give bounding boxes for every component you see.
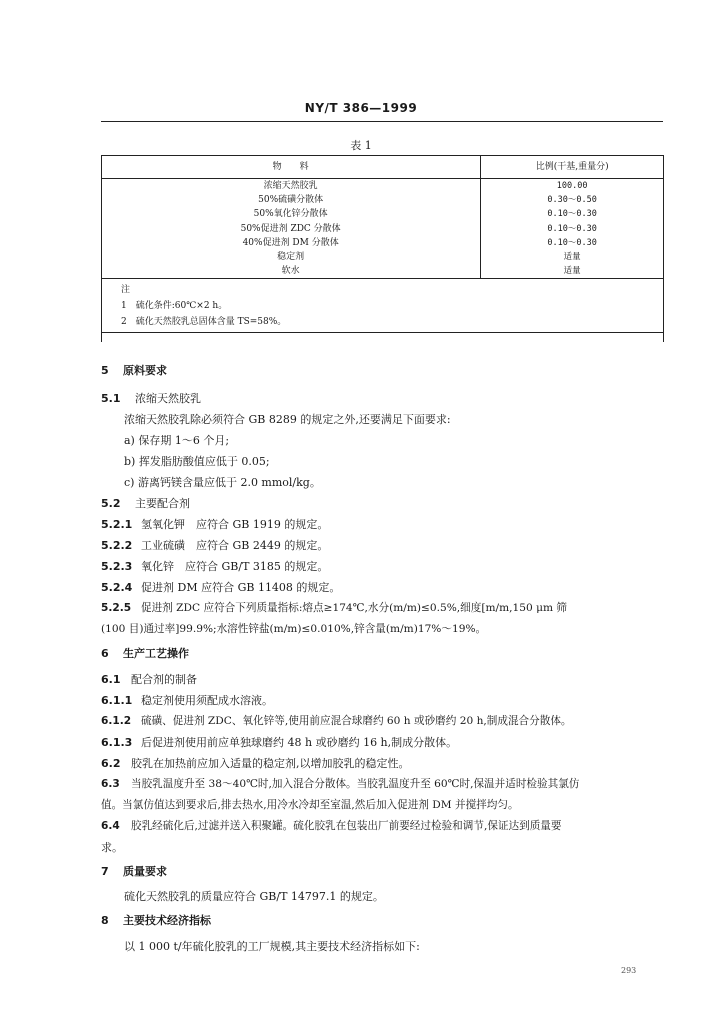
section-heading: [101, 362, 167, 378]
material-cell: 稳定剂: [101, 250, 481, 264]
material-cell: 40%促进剂 DM 分散体: [101, 236, 481, 250]
section-title: 质量要求: [123, 865, 167, 878]
clause-text: 硫磺、促进剂 ZDC、氧化锌等,使用前应混合球磨约 60 h 或砂磨约 20 h,制成混合分散体。: [141, 715, 572, 727]
clause-number: 6.1.3: [101, 736, 133, 749]
standard-code-header: NY/T 386—1999: [304, 101, 418, 115]
table-row: [101, 207, 663, 221]
ratio-cell: 0.10～0.30: [547, 223, 597, 234]
clause: [101, 579, 340, 595]
subsection-title: 浓缩天然胶乳: [135, 392, 201, 405]
clause-number: 6.2: [101, 757, 121, 770]
material-cell: 50%硫磺分散体: [101, 193, 481, 207]
ratio-cell: 适量: [481, 264, 663, 279]
clause-number: 6.4: [101, 820, 120, 832]
ratio-cell: 适量: [563, 252, 581, 263]
note-item: 1 硫化条件:60℃×2 h。: [121, 301, 228, 312]
section-title: 生产工艺操作: [123, 647, 189, 660]
clause-text: 氢氧化钾 应符合 GB 1919 的规定。: [141, 518, 329, 531]
table-row: [101, 264, 663, 279]
clause-text: 促进剂 DM 应符合 GB 11408 的规定。: [141, 581, 341, 594]
table-row: [101, 179, 663, 194]
section-title: 原料要求: [123, 364, 167, 377]
notes-label: 注: [121, 285, 131, 296]
table-border-right: [663, 155, 664, 342]
subsection-title: 配合剂的制备: [131, 673, 197, 686]
table-title: 表 1: [350, 139, 372, 152]
table-row: [101, 222, 663, 236]
materials-table: [101, 155, 663, 333]
clause-text: 胶乳在加热前应加入适量的稳定剂,以增加胶乳的稳定性。: [131, 757, 410, 770]
clause-text: 胶乳经硫化后,过滤并送入积聚罐。硫化胶乳在包装出厂前要经过检验和调节,保证达到质量要: [131, 820, 562, 832]
clause-text: 稳定剂使用须配成水溶液。: [141, 694, 273, 707]
list-item: b) 挥发脂肪酸值应低于 0.05;: [124, 455, 270, 468]
table-row: [101, 193, 663, 207]
clause-continuation: 求。: [101, 841, 123, 854]
clause-number: 5.2.4: [101, 581, 133, 594]
subsection-heading: [101, 390, 201, 406]
header-rule: [101, 121, 663, 122]
paragraph: 浓缩天然胶乳除必须符合 GB 8289 的规定之外,还要满足下面要求:: [124, 413, 451, 426]
ratio-cell: 0.10～0.30: [547, 237, 597, 248]
clause: [101, 692, 273, 708]
list-item: c) 游离钙镁含量应低于 2.0 mmol/kg。: [124, 476, 321, 489]
table-header-row: [101, 156, 663, 179]
clause: [101, 558, 328, 574]
col-material-header: 物 料: [101, 156, 481, 179]
material-cell: 软水: [101, 264, 481, 279]
subsection-title: 主要配合剂: [135, 497, 190, 510]
clause-number: 5.2.5: [101, 602, 132, 614]
material-cell: 50%促进剂 ZDC 分散体: [101, 222, 481, 236]
table-row: [101, 250, 663, 264]
clause-number: 5.2.2: [101, 539, 133, 552]
ratio-cell: 100.00: [556, 181, 588, 191]
table-row: [101, 236, 663, 250]
clause-number: 6.3: [101, 778, 120, 790]
clause-text: 后促进剂使用前应单独球磨约 48 h 或砂磨约 16 h,制成分散体。: [141, 736, 458, 749]
clause: [101, 755, 410, 771]
ratio-cell: 0.10～0.30: [547, 209, 597, 220]
section-heading: [101, 912, 211, 928]
section-number: 7: [101, 865, 109, 878]
section-number: 8: [101, 914, 109, 927]
subsection-number: 5.1: [101, 392, 121, 405]
clause-number: 5.2.1: [101, 518, 133, 531]
clause-text: 当胶乳温度升至 38～40℃时,加入混合分散体。当胶乳温度升至 60℃时,保温并适时检验其氯仿: [131, 778, 580, 790]
col-ratio-header: 比例(干基,重量分): [481, 156, 663, 179]
page-number: 293: [621, 966, 637, 975]
subsection-number: 6.1: [101, 673, 121, 686]
section-title: 主要技术经济指标: [123, 914, 211, 927]
clause: [101, 776, 579, 791]
material-cell: 50%氧化锌分散体: [101, 207, 481, 221]
clause: [101, 713, 572, 728]
clause-number: 6.1.1: [101, 694, 133, 707]
paragraph: 以 1 000 t/年硫化胶乳的工厂规模,其主要技术经济指标如下:: [124, 940, 420, 953]
table-notes-row: [101, 279, 663, 333]
clause: [101, 600, 567, 615]
clause-continuation: (100 目)通过率]99.9%;水溶性锌盐(m/m)≤0.010%,锌含量(m/m)17%～19%。: [101, 623, 487, 635]
table-notes: [101, 279, 663, 333]
section-number: 6: [101, 647, 109, 660]
paragraph: 硫化天然胶乳的质量应符合 GB/T 14797.1 的规定。: [124, 890, 384, 903]
clause: [101, 537, 328, 553]
clause-text: 氧化锌 应符合 GB/T 3185 的规定。: [141, 560, 329, 573]
material-cell: 浓缩天然胶乳: [101, 179, 481, 194]
clause-text: 促进剂 ZDC 应符合下列质量指标:熔点≥174℃,水分(m/m)≤0.5%,细度[m/m,150 μm 筛: [141, 602, 567, 614]
clause: [101, 818, 561, 833]
clause: [101, 734, 457, 750]
clause-text: 工业硫磺 应符合 GB 2449 的规定。: [141, 539, 329, 552]
list-item: a) 保存期 1～6 个月;: [124, 434, 230, 447]
subsection-number: 5.2: [101, 497, 121, 510]
clause-number: 6.1.2: [101, 715, 132, 727]
clause: [101, 516, 328, 532]
section-number: 5: [101, 364, 109, 377]
section-heading: [101, 863, 167, 879]
clause-continuation: 值。当氯仿值达到要求后,排去热水,用冷水冷却至室温,然后加入促进剂 DM 并搅拌均匀。: [101, 799, 519, 811]
ratio-cell: 0.30～0.50: [547, 195, 597, 206]
clause-number: 5.2.3: [101, 560, 133, 573]
note-item: 2 硫化天然胶乳总固体含量 TS=58%。: [121, 317, 287, 328]
section-heading: [101, 645, 189, 661]
subsection-heading: [101, 495, 190, 511]
subsection-heading: [101, 671, 197, 687]
